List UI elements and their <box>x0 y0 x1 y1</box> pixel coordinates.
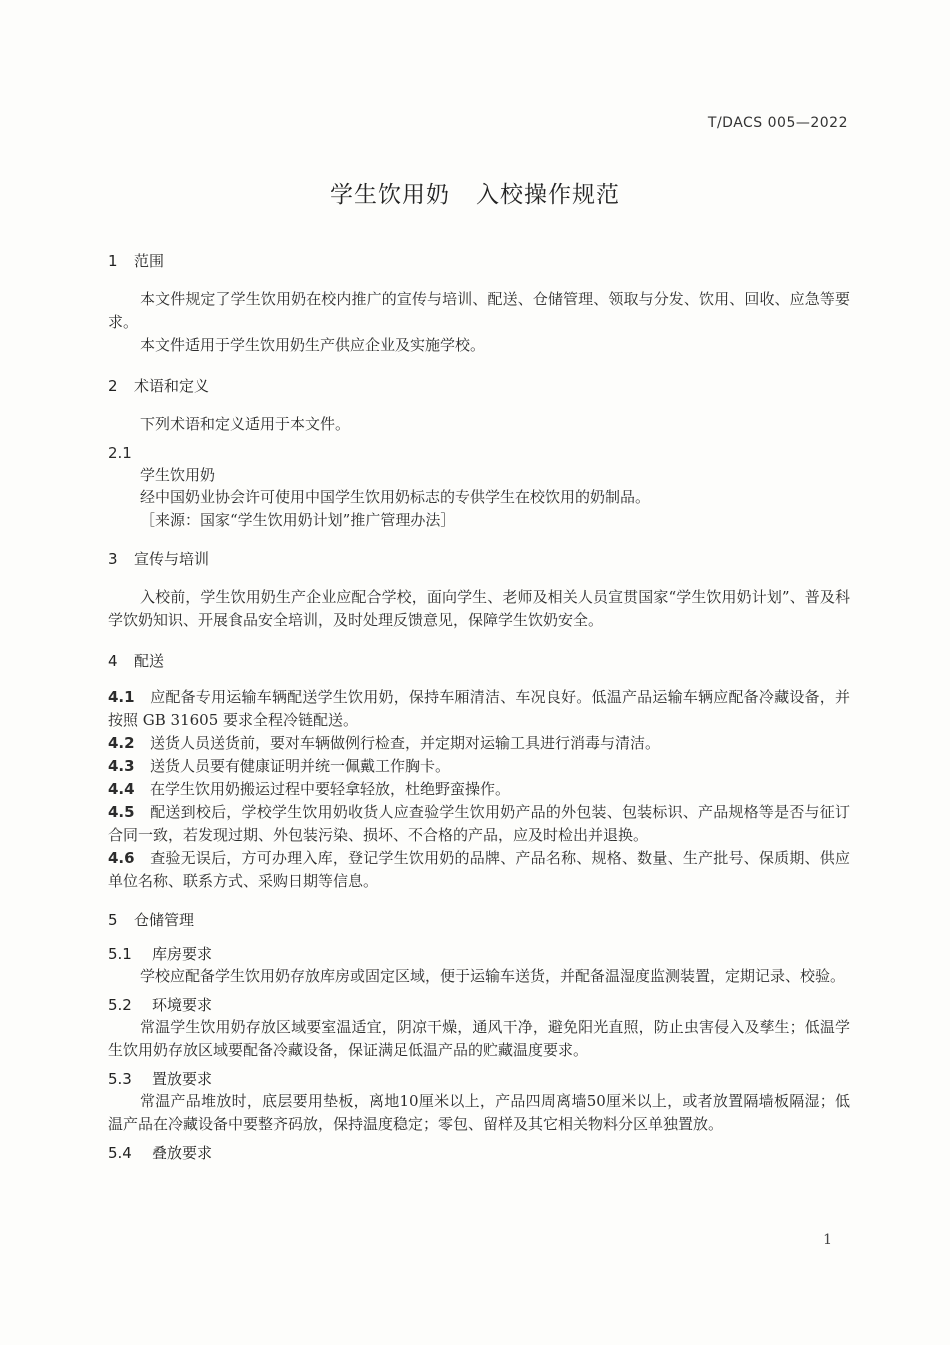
section-heading: 3 宣传与培训 <box>108 550 210 568</box>
list-item: 4.6 查验无误后，方可办理入库，登记学生饮用奶的品牌、产品名称、规格、数量、生产批号、保质期、供应单位名称、联系方式、采购日期等信息。 <box>108 849 850 890</box>
section-heading: 4 配送 <box>108 652 165 670</box>
title-part2: 入校操作规范 <box>476 182 620 208</box>
paragraph: 本文件适用于学生饮用奶生产供应企业及实施学校。 <box>140 336 486 354</box>
page-number: 1 <box>823 1232 832 1248</box>
title-part1: 学生饮用奶 <box>330 182 450 208</box>
subsection-heading: 5.3 置放要求 <box>108 1070 213 1088</box>
section-heading: 1 范围 <box>108 252 165 270</box>
paragraph: 常温学生饮用奶存放区域要室温适宜，阴凉干燥，通风干净，避免阳光直照，防止虫害侵入及孳生；低温学生饮用奶存放区域要配备冷藏设备，保证满足低温产品的贮藏温度要求。 <box>108 1018 850 1059</box>
paragraph: 常温产品堆放时，底层要用垫板，离地10厘米以上，产品四周离墙50厘米以上，或者放置隔墙板隔湿；低温产品在冷藏设备中要整齐码放，保持温度稳定；零包、留样及其它相关物料分区单独置放。 <box>108 1092 850 1133</box>
list-item: 4.5 配送到校后，学校学生饮用奶收货人应查验学生饮用奶产品的外包装、包装标识、产品规格等是否与征订合同一致，若发现过期、外包装污染、损坏、不合格的产品，应及时检出并退换。 <box>108 803 850 844</box>
subsection-heading: 5.1 库房要求 <box>108 945 213 963</box>
list-item: 4.2 送货人员送货前，要对车辆做例行检查，并定期对运输工具进行消毒与清洁。 <box>108 734 661 752</box>
list-item: 4.1 应配备专用运输车辆配送学生饮用奶，保持车厢清洁、车况良好。低温产品运输车辆应配备冷藏设备，并按照 GB 31605 要求全程冷链配送。 <box>108 688 850 729</box>
subsection-heading: 5.4 叠放要求 <box>108 1144 213 1162</box>
document-title <box>0 176 950 209</box>
paragraph: 学校应配备学生饮用奶存放库房或固定区域，便于运输车送货，并配备温湿度监测装置，定期记录、校验。 <box>140 967 846 985</box>
term-name: 学生饮用奶 <box>140 466 216 484</box>
term-number: 2.1 <box>108 444 132 462</box>
paragraph: 入校前，学生饮用奶生产企业应配合学校，面向学生、老师及相关人员宣贯国家“学生饮用奶计划”、普及科学饮奶知识、开展食品安全培训，及时处理反馈意见，保障学生饮奶安全。 <box>108 588 850 629</box>
list-item: 4.4 在学生饮用奶搬运过程中要轻拿轻放，杜绝野蛮操作。 <box>108 780 511 798</box>
paragraph: 下列术语和定义适用于本文件。 <box>140 415 351 433</box>
section-heading: 5 仓储管理 <box>108 911 195 929</box>
paragraph: 本文件规定了学生饮用奶在校内推广的宣传与培训、配送、仓储管理、领取与分发、饮用、回收、应急等要求。 <box>108 290 850 331</box>
section-heading: 2 术语和定义 <box>108 377 210 395</box>
list-item: 4.3 送货人员要有健康证明并统一佩戴工作胸卡。 <box>108 757 451 775</box>
term-definition: 经中国奶业协会许可使用中国学生饮用奶标志的专供学生在校饮用的奶制品。 <box>140 488 651 506</box>
subsection-heading: 5.2 环境要求 <box>108 996 213 1014</box>
term-source: ［来源：国家“学生饮用奶计划”推广管理办法］ <box>140 511 456 529</box>
standard-code: T/DACS 005—2022 <box>707 115 848 131</box>
document-body <box>108 250 850 1164</box>
